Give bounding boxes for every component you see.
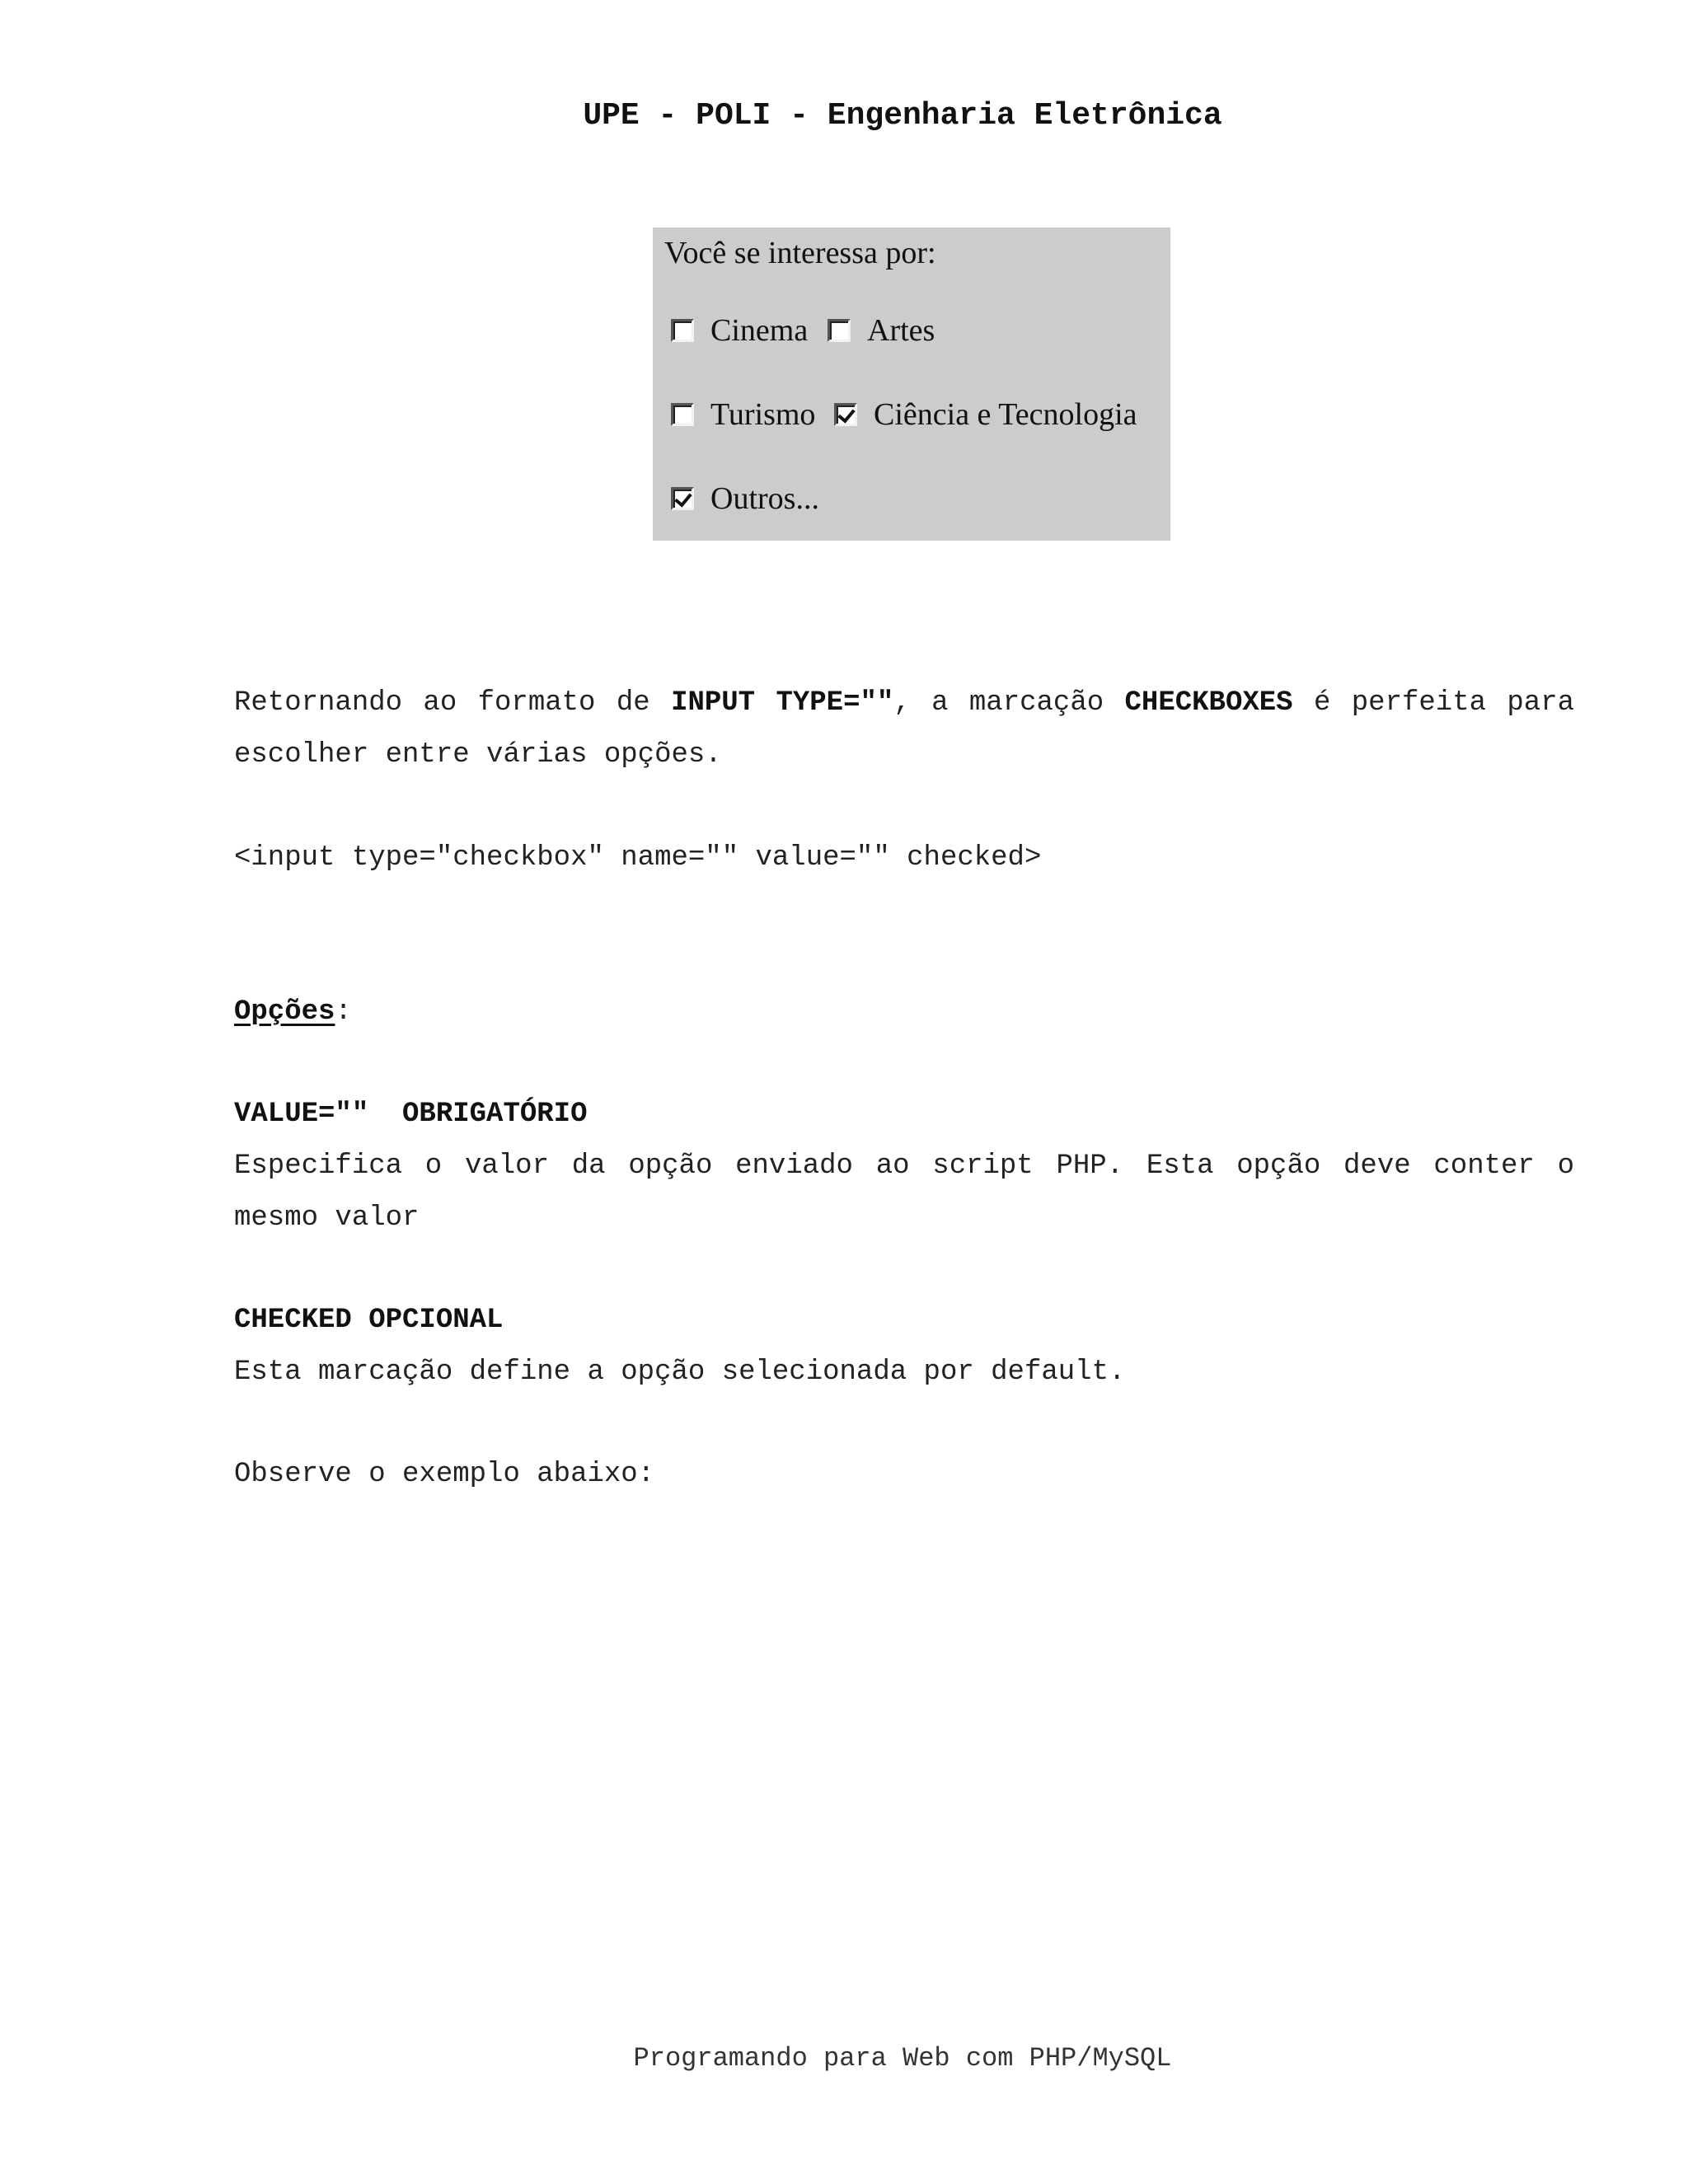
code-sample: <input type="checkbox" name="" value="" checked>: [234, 842, 1042, 874]
value-option-title: VALUE="" OBRIGATÓRIO: [234, 1099, 588, 1130]
checkbox-cinema[interactable]: [671, 319, 694, 342]
option-ciencia-tecnologia[interactable]: [834, 394, 1137, 435]
checkbox-turismo[interactable]: [671, 403, 694, 426]
intro-text-1: Retornando ao formato de: [234, 687, 672, 719]
intro-bold-input-type: INPUT TYPE="": [671, 687, 894, 719]
option-artes[interactable]: [828, 310, 935, 351]
intro-paragraph: [234, 677, 1574, 781]
checkbox-outros[interactable]: [671, 487, 694, 510]
option-label-outros: Outros...: [710, 481, 819, 516]
page-footer: Programando para Web com PHP/MySQL: [633, 2043, 1172, 2074]
option-cinema[interactable]: [671, 310, 808, 351]
checked-option-description: Esta marcação define a opção selecionada por default.: [234, 1357, 1126, 1388]
options-heading-line: [234, 987, 1574, 1038]
options-heading: Opções: [234, 996, 335, 1028]
intro-text-3: é perfeita para escolher entre várias opções.: [234, 687, 1575, 771]
option-outros[interactable]: [671, 478, 819, 519]
intro-text-2: , a marcação: [893, 687, 1125, 719]
value-option-description: Especifica o valor da opção enviado ao script PHP. Esta opção deve conter o mesmo valor: [234, 1151, 1574, 1234]
checkbox-ciencia-tecnologia[interactable]: [834, 403, 857, 426]
intro-bold-checkboxes: CHECKBOXES: [1124, 687, 1293, 719]
checkbox-artes[interactable]: [828, 319, 851, 342]
option-label-ciencia-tecnologia: Ciência e Tecnologia: [874, 397, 1137, 432]
checkbox-demo-form: [653, 227, 1170, 541]
options-heading-colon: :: [335, 996, 352, 1028]
option-turismo[interactable]: [671, 394, 815, 435]
form-question: Você se interessa por:: [664, 236, 936, 270]
example-intro: Observe o exemplo abaixo:: [234, 1459, 655, 1490]
page-title: UPE - POLI - Engenharia Eletrônica: [583, 98, 1222, 134]
option-label-turismo: Turismo: [710, 397, 816, 432]
option-label-cinema: Cinema: [710, 313, 809, 348]
option-label-artes: Artes: [867, 313, 935, 348]
checked-option-title: CHECKED OPCIONAL: [234, 1305, 504, 1336]
